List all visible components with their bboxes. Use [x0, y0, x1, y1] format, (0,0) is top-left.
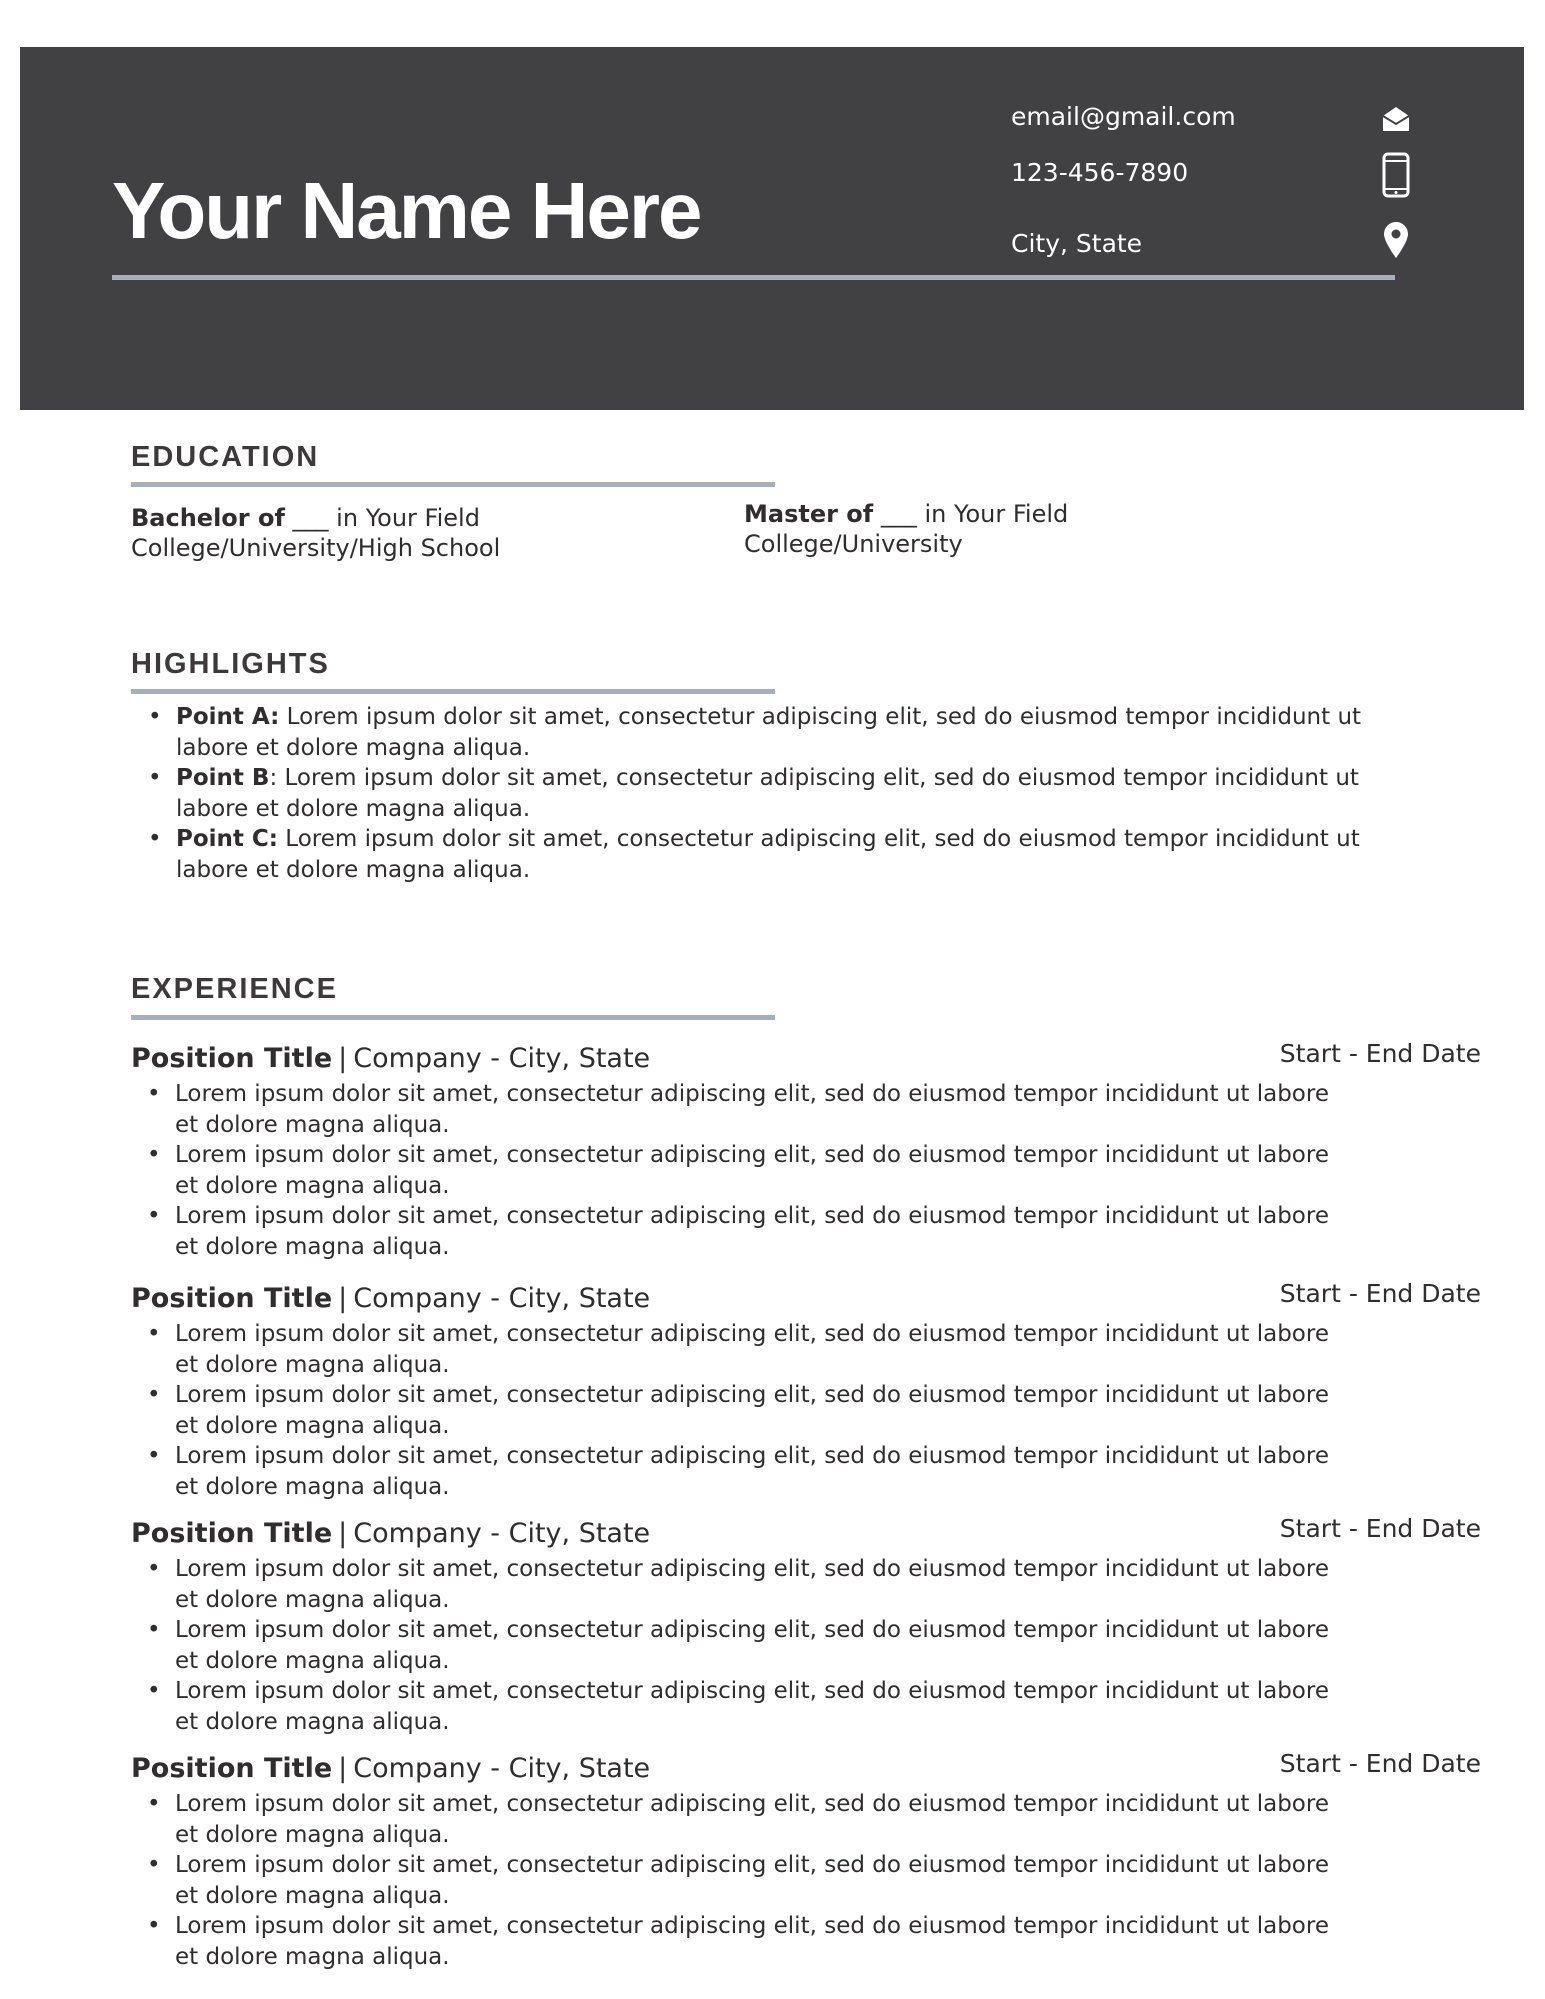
job-company: Company - City, State [353, 1283, 651, 1314]
degree-label: Bachelor of [131, 504, 285, 532]
job-dates: Start - End Date [1279, 1749, 1481, 1778]
job-bullet: • Lorem ipsum dolor sit amet, consectetur adipiscing elit, sed do eiusmod tempor incididunt ut labore et dolore magna aliqua. [131, 1676, 1351, 1737]
job-header [131, 1514, 1481, 1554]
highlights-heading: HIGHLIGHTS [131, 648, 330, 680]
degree-field: ___ in Your Field [873, 500, 1069, 528]
highlight-label: Point A: [176, 704, 280, 730]
job-entry [131, 1749, 1481, 1972]
education-entry-bachelor [131, 503, 500, 563]
job-bullets [131, 1319, 1351, 1502]
job-position: Position Title [131, 1283, 333, 1314]
header-divider [112, 275, 1395, 280]
education-entry-master [744, 499, 1068, 559]
job-position: Position Title [131, 1043, 333, 1074]
job-position: Position Title [131, 1518, 333, 1549]
highlights-divider [131, 689, 775, 694]
resume-name: Your Name Here [112, 166, 701, 255]
job-company: Company - City, State [353, 1753, 651, 1784]
degree-field: ___ in Your Field [284, 504, 480, 532]
education-divider [131, 482, 775, 487]
job-bullets [131, 1554, 1351, 1737]
contact-location: City, State [1011, 229, 1143, 258]
job-bullet: • Lorem ipsum dolor sit amet, consectetur adipiscing elit, sed do eiusmod tempor incididunt ut labore et dolore magna aliqua. [131, 1319, 1351, 1380]
job-bullet: • Lorem ipsum dolor sit amet, consectetur adipiscing elit, sed do eiusmod tempor incididunt ut labore et dolore magna aliqua. [131, 1441, 1351, 1502]
highlight-label: Point B [176, 765, 270, 791]
job-bullet: • Lorem ipsum dolor sit amet, consectetur adipiscing elit, sed do eiusmod tempor incididunt ut labore et dolore magna aliqua. [131, 1079, 1351, 1140]
job-entry [131, 1039, 1481, 1262]
contact-phone: 123-456-7890 [1011, 158, 1189, 187]
contact-email: email@gmail.com [1011, 102, 1236, 131]
job-entry [131, 1514, 1481, 1737]
mobile-phone-icon [1381, 152, 1411, 198]
degree-label: Master of [744, 500, 874, 528]
education-heading: EDUCATION [131, 441, 320, 473]
highlight-item [148, 824, 1438, 885]
location-pin-icon [1381, 220, 1411, 260]
job-bullet: • Lorem ipsum dolor sit amet, consectetur adipiscing elit, sed do eiusmod tempor incididunt ut labore et dolore magna aliqua. [131, 1911, 1351, 1972]
job-position: Position Title [131, 1753, 333, 1784]
job-bullet: • Lorem ipsum dolor sit amet, consectetur adipiscing elit, sed do eiusmod tempor incididunt ut labore et dolore magna aliqua. [131, 1201, 1351, 1262]
highlight-text: : Lorem ipsum dolor sit amet, consectetur adipiscing elit, sed do eiusmod tempor incididunt ut labore et dolore magna aliqua. [176, 765, 1359, 822]
highlight-item [148, 763, 1438, 824]
experience-heading: EXPERIENCE [131, 973, 338, 1005]
job-bullet: • Lorem ipsum dolor sit amet, consectetur adipiscing elit, sed do eiusmod tempor incididunt ut labore et dolore magna aliqua. [131, 1554, 1351, 1615]
job-dates: Start - End Date [1279, 1514, 1481, 1543]
job-header [131, 1279, 1481, 1319]
highlight-label: Point C: [176, 826, 278, 852]
job-bullets [131, 1079, 1351, 1262]
job-dates: Start - End Date [1279, 1039, 1481, 1068]
job-bullet: • Lorem ipsum dolor sit amet, consectetur adipiscing elit, sed do eiusmod tempor incididunt ut labore et dolore magna aliqua. [131, 1615, 1351, 1676]
job-bullet: • Lorem ipsum dolor sit amet, consectetur adipiscing elit, sed do eiusmod tempor incididunt ut labore et dolore magna aliqua. [131, 1789, 1351, 1850]
job-bullets [131, 1789, 1351, 1972]
job-bullet: • Lorem ipsum dolor sit amet, consectetur adipiscing elit, sed do eiusmod tempor incididunt ut labore et dolore magna aliqua. [131, 1380, 1351, 1441]
job-separator: | [338, 1043, 348, 1074]
degree-school: College/University/High School [131, 534, 501, 562]
highlight-text: Lorem ipsum dolor sit amet, consectetur adipiscing elit, sed do eiusmod tempor incididunt ut labore et dolore magna aliqua. [176, 826, 1360, 883]
job-dates: Start - End Date [1279, 1279, 1481, 1308]
job-company: Company - City, State [353, 1518, 651, 1549]
job-separator: | [338, 1283, 348, 1314]
job-header [131, 1749, 1481, 1789]
job-header [131, 1039, 1481, 1079]
highlight-item [148, 702, 1438, 763]
job-bullet: • Lorem ipsum dolor sit amet, consectetur adipiscing elit, sed do eiusmod tempor incididunt ut labore et dolore magna aliqua. [131, 1850, 1351, 1911]
job-separator: | [338, 1518, 348, 1549]
envelope-open-icon [1381, 105, 1411, 133]
highlights-list [148, 702, 1438, 885]
experience-divider [131, 1015, 775, 1020]
highlight-text: Lorem ipsum dolor sit amet, consectetur adipiscing elit, sed do eiusmod tempor incididunt ut labore et dolore magna aliqua. [176, 704, 1362, 761]
job-separator: | [338, 1753, 348, 1784]
degree-school: College/University [744, 530, 963, 558]
job-bullet: • Lorem ipsum dolor sit amet, consectetur adipiscing elit, sed do eiusmod tempor incididunt ut labore et dolore magna aliqua. [131, 1140, 1351, 1201]
job-company: Company - City, State [353, 1043, 651, 1074]
job-entry [131, 1279, 1481, 1502]
